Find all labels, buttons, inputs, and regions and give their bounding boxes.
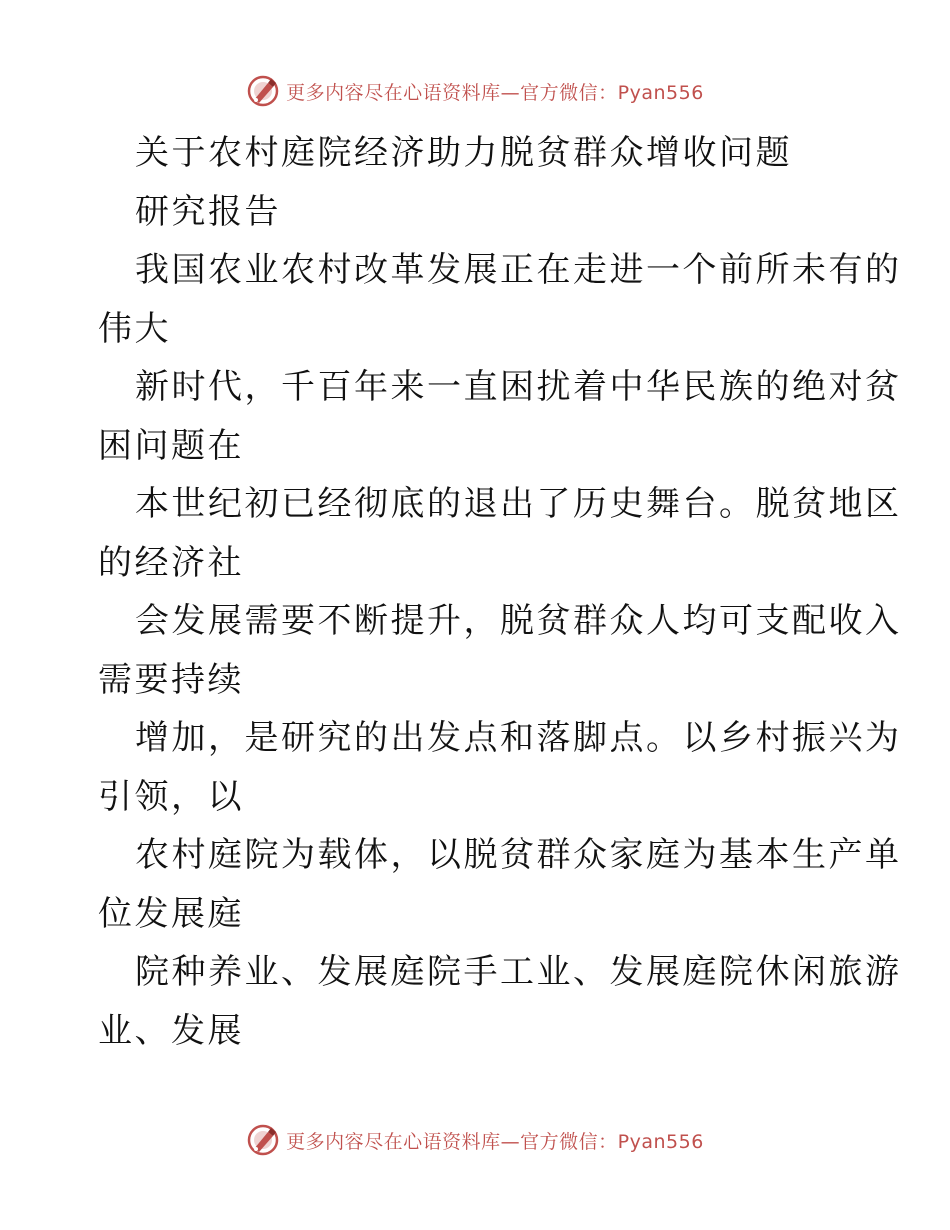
header-banner-text: 更多内容尽在心语资料库—官方微信：Pyan556: [286, 81, 704, 104]
paragraph-line: 本世纪初已经彻底的退出了历史舞台。脱贫地区: [135, 484, 902, 524]
paragraph-line: 增加，是研究的出发点和落脚点。以乡村振兴为: [135, 718, 902, 758]
paragraph-line-wrap: 位发展庭: [98, 893, 244, 934]
paragraph-line-wrap: 需要持续: [98, 659, 244, 700]
paragraph-line: 院种养业、发展庭院手工业、发展庭院休闲旅游: [135, 952, 902, 992]
footer-banner-text: 更多内容尽在心语资料库—官方微信：Pyan556: [286, 1130, 704, 1153]
paragraph-line-wrap: 困问题在: [98, 425, 244, 466]
document-body: [98, 124, 902, 1060]
paragraph-line: 我国农业农村改革发展正在走进一个前所未有的: [135, 250, 902, 290]
pen-seal-logo-icon: [246, 74, 280, 108]
paragraph-line-wrap: 业、发展: [98, 1010, 244, 1051]
paragraph-line: 会发展需要不断提升，脱贫群众人均可支配收入: [135, 601, 902, 641]
paragraph-line: 新时代，千百年来一直困扰着中华民族的绝对贫: [135, 367, 902, 407]
paragraph-line: 农村庭院为载体，以脱贫群众家庭为基本生产单: [135, 835, 902, 875]
document-title-line-1: 关于农村庭院经济助力脱贫群众增收问题: [135, 133, 792, 173]
paragraph-line-wrap: 的经济社: [98, 542, 244, 583]
header-banner: [0, 73, 950, 109]
pen-seal-logo-icon: [246, 1123, 280, 1157]
paragraph-line-wrap: 伟大: [98, 308, 171, 349]
paragraph-line-wrap: 引领，以: [98, 776, 244, 817]
footer-banner: [0, 1122, 950, 1158]
document-title-line-2: 研究报告: [135, 191, 281, 232]
